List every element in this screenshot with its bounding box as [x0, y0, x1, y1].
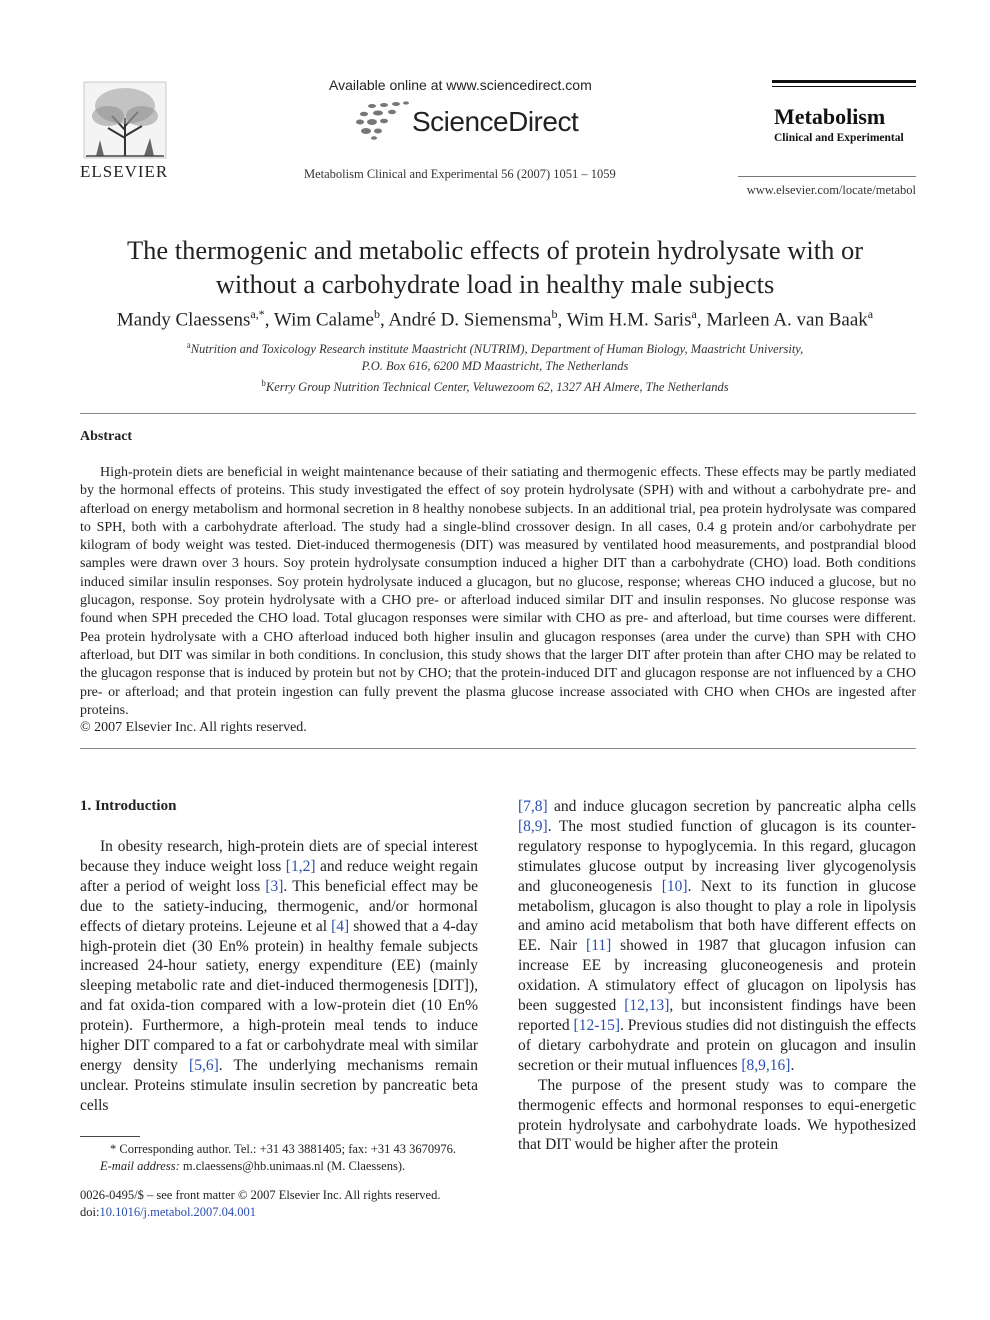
elsevier-wordmark: ELSEVIER — [80, 162, 169, 181]
paragraph-text: and reduce weight regain after a period of weight loss — [80, 857, 479, 895]
affiliations — [60, 337, 930, 396]
journal-logo-bottom-rule — [738, 176, 916, 177]
affiliation-b-line1: $^b$Kerry Group Nutrition Technical Center, Veluwezoom 62, 1327 AH Almere, The Netherlands — [261, 378, 729, 395]
author-sup: a — [867, 307, 874, 321]
citation-link[interactable]: [11] — [586, 937, 612, 955]
abstract-copyright: © 2007 Elsevier Inc. All rights reserved. — [80, 720, 307, 735]
author-name[interactable]: Wim Calame — [273, 309, 374, 331]
article-title — [60, 233, 930, 301]
corresponding-author-note: * Corresponding author. Tel.: +31 43 3881405; fax: +31 43 3670976. — [110, 1142, 456, 1156]
citation-link[interactable]: [10] — [661, 877, 688, 895]
elsevier-logo[interactable] — [78, 78, 173, 183]
right-column — [518, 797, 916, 1155]
issn-line: 0026-0495/$ – see front matter © 2007 Elsevier Inc. All rights reserved. — [80, 1188, 441, 1202]
journal-logo-second-rule — [772, 86, 916, 87]
title-line-1: The thermogenic and metabolic effects of protein hydrolysate with or — [126, 235, 864, 265]
doi-line — [80, 1204, 500, 1221]
paragraph-text: , but inconsistent findings have been reported — [518, 997, 916, 1034]
intro-paragraph-1 — [80, 837, 478, 1116]
paragraph-text: . This beneficial effect may be due to the satiety-inducing, thermogenic, and/or hormonal effects of dietary proteins. Lejeune et al — [80, 877, 478, 935]
citation-link[interactable]: [4] — [331, 917, 350, 935]
title-line-2: without a carbohydrate load in healthy male subjects — [215, 269, 775, 299]
author-name[interactable]: André D. Siemensma — [388, 309, 552, 331]
sd-available-text[interactable]: Available online at www.sciencedirect.com — [329, 77, 592, 93]
author-sup: a,* — [250, 307, 265, 321]
author-name[interactable]: Marleen A. van Baak — [706, 309, 868, 331]
paragraph-text: . Next to its function in glucose metabolism, glucagon is also thought to play a role in lipolysis and amino acid metabolism that both have different effects on EE. Nair — [518, 877, 917, 955]
email-note — [80, 1158, 480, 1175]
citation-link[interactable]: [12,13] — [624, 997, 670, 1015]
paragraph-text: . Previous studies did not distinguish the effects of dietary carbohydrate and protein on glucagon and insulin secretion or their mutual influences — [518, 1016, 917, 1074]
paragraph-text: . — [790, 1056, 795, 1074]
abstract-top-rule — [80, 413, 916, 414]
author-sup: b — [373, 307, 380, 321]
citation-link[interactable]: [3] — [265, 877, 284, 895]
citation-link[interactable]: [8,9,16] — [741, 1056, 791, 1074]
abstract-heading: Abstract — [80, 429, 133, 444]
affiliation-a-line1: $^a$Nutrition and Toxicology Research institute Maastricht (NUTRIM), Department of Human Biology, Maastricht University, — [186, 340, 804, 357]
citation-link[interactable]: [8,9] — [518, 817, 548, 835]
journal-citation: Metabolism Clinical and Experimental 56 (2007) 1051 – 1059 — [304, 167, 616, 181]
author-sup: b — [551, 307, 558, 321]
citation-link[interactable]: [1,2] — [285, 857, 316, 875]
intro-paragraph-2: The purpose of the present study was to compare the thermogenic effects and hormonal responses to equi-energetic protein hydrolysate and carbohydrate loads. We hypothesized that DIT would be higher after the protein — [518, 1076, 916, 1154]
doi-label: doi: — [80, 1205, 100, 1219]
author-list: Mandy Claessens$^{a,*}$, Wim Calame$^b$, André D. Siemensma$^b$, Wim H.M. Saris$^a$, Marleen A. van Baak$^a$ — [116, 307, 874, 331]
sciencedirect-wordmark[interactable]: ScienceDirect — [412, 106, 579, 137]
citation-link[interactable]: [7,8] — [518, 798, 548, 815]
elsevier-tree-icon — [78, 78, 173, 162]
author-sup: a — [691, 307, 697, 321]
paragraph-text: showed in 1987 that glucagon infusion can increase EE by increasing gluconeogenesis and protein oxidation. A stimulatory effect of glucagon on lipolysis has been suggested — [518, 937, 916, 1015]
section-heading-introduction: 1. Introduction — [80, 798, 177, 814]
doi-link[interactable]: 10.1016/j.metabol.2007.04.001 — [99, 1205, 257, 1219]
email-address[interactable]: m.claessens@hb.unimaas.nl (M. Claessens). — [182, 1159, 406, 1173]
affiliation-a-line2: P.O. Box 616, 6200 MD Maastricht, The Netherlands — [361, 359, 629, 374]
abstract-bottom-rule — [80, 748, 916, 749]
journal-logo-subtitle: Clinical and Experimental — [774, 132, 904, 144]
journal-logo-title: Metabolism — [774, 104, 886, 129]
paragraph-text: showed that a 4-day high-protein diet (30 En% protein) in healthy female subjects increased 24-hour satiety, energy expenditure (EE) (mainly sleeping metabolic rate and diet-induced thermogenesis [DIT]), and fat oxida-tion compared with a low-protein diet (10 En% protein). Furthermore, a high-protein meal tends to induce higher DIT compared to a fat or carbohydrate meal with similar energy density — [80, 917, 479, 1074]
footnote-rule — [80, 1136, 140, 1137]
email-label: E-mail address: — [100, 1159, 180, 1173]
left-column — [80, 837, 478, 1116]
paragraph-text: . The underlying mechanisms remain unclear. Proteins stimulate insulin secretion by pancreatic beta cells — [80, 1056, 478, 1114]
citation-link[interactable]: [12-15] — [573, 1016, 621, 1034]
author-name[interactable]: Mandy Claessens — [116, 309, 251, 331]
paragraph-text: and induce glucagon secretion by pancreatic alpha cells — [547, 798, 916, 815]
citation-link[interactable]: [5,6] — [189, 1056, 219, 1074]
intro-paragraph-1-continued — [518, 797, 916, 1076]
journal-url[interactable]: www.elsevier.com/locate/metabol — [746, 183, 916, 197]
footnotes — [80, 1141, 480, 1175]
author-name[interactable]: Wim H.M. Saris — [566, 309, 692, 331]
front-matter — [80, 1187, 500, 1221]
paragraph-text: In obesity research, high-protein diets are of special interest because they induce weight loss — [80, 838, 478, 875]
sciencedirect-dots-icon — [354, 100, 414, 140]
abstract-text: High-protein diets are beneficial in weight maintenance because of their satiating and thermogenic effects. These effects may be partly mediated by the hormonal effects of proteins. This study investigated the effect of soy protein hydrolysate (SPH) with and without a carbohydrate pre- and afterload on energy metabolism and hormonal secretion in 8 healthy nonobese subjects. In an additional trial, pea protein hydrolysate was compared to SPH, both with a carbohydrate afterload. The study had a single-blind crossover design. In all cases, 0.4 g protein and/or carbohydrate per kilogram of body weight was tested. Diet-induced thermogenesis (DIT) was measured by ventilated hood measurements, and postprandial blood samples were drawn over 3 hours. Soy protein hydrolysate consumption induced a higher DIT than a carbohydrate (CHO) load. Both conditions induced similar insulin responses. Soy protein hydrolysate induced a glucagon, but no glucose, response; whereas CHO induced a glucose, but no glucagon, response. Soy protein hydrolysate with a CHO pre- or afterload induced similar DIT and insulin responses. No glucose response was found when SPH preceded the CHO load. Total glucagon responses were similar with CHO as pre- and afterload, but time courses were different. Pea protein hydrolysate with a CHO afterload induced both higher insulin and glucagon responses (area under the curve) than SPH with CHO afterload, but DIT was similar in both conditions. In conclusion, this study shows that the larger DIT after protein than after CHO may be related to the glucagon response that is induced by protein but not by CHO; that the protein-induced DIT and glucagon response are not influenced by a CHO pre- or afterload; and that protein ingestion can fully prevent the plasma glucose increase associated with CHO when CHOs are ingested after proteins. — [80, 465, 916, 718]
journal-logo-top-rule — [772, 80, 916, 83]
paragraph-text: . The most studied function of glucagon is its counter-regulatory response to hypoglycemia. In this regard, glucagon stimulates glucose output by increasing liver glycogenolysis and gluconeogenesis — [518, 817, 916, 895]
